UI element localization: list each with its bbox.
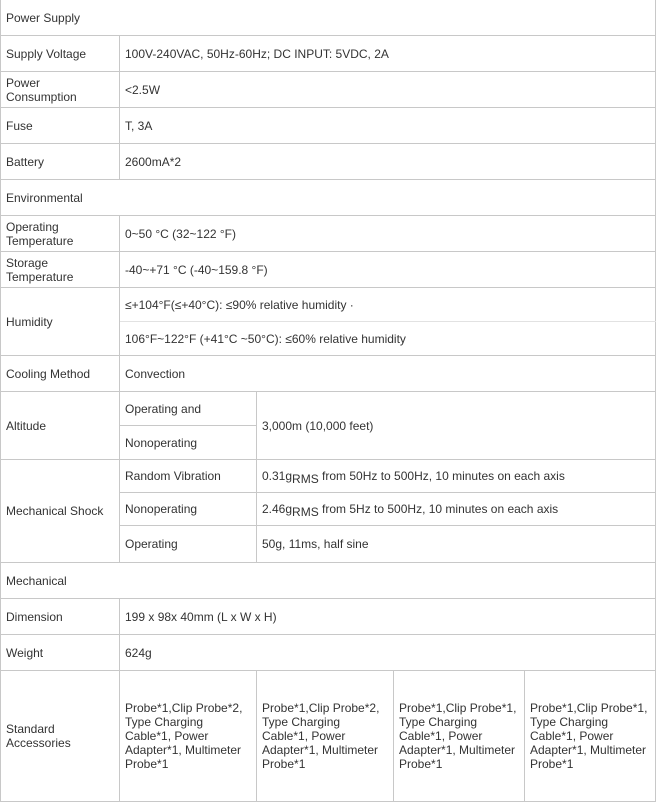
spec-row-standard-accessories xyxy=(1,671,656,802)
spec-row-altitude-1 xyxy=(1,392,656,426)
spec-row-supply-voltage xyxy=(1,36,656,72)
accessory-line: Cable*1, Power xyxy=(262,729,346,743)
accessory-line: Cable*1, Power xyxy=(530,729,614,743)
accessory-line: Cable*1, Power xyxy=(399,729,483,743)
spec-row-operating-temperature xyxy=(1,216,656,252)
accessory-line: Probe*1,Clip Probe*1, xyxy=(399,701,517,715)
label-weight: Weight xyxy=(1,635,120,671)
sub-altitude-nonoperating: Nonoperating xyxy=(120,426,257,460)
value-shock-random-vibration-post: from 50Hz to 500Hz, 10 minutes on each axis xyxy=(318,469,565,483)
label-fuse: Fuse xyxy=(1,108,120,144)
value-cooling-method: Convection xyxy=(120,356,656,392)
spec-row-battery xyxy=(1,144,656,180)
label-operating-temperature xyxy=(1,216,120,252)
section-row-mechanical xyxy=(1,563,656,599)
sub-shock-operating: Operating xyxy=(120,526,257,563)
value-shock-nonoperating xyxy=(257,493,656,526)
accessory-line: Type Charging xyxy=(399,715,478,729)
accessory-line: Probe*1 xyxy=(399,757,443,771)
spec-row-humidity-1 xyxy=(1,288,656,322)
label-battery: Battery xyxy=(1,144,120,180)
value-humidity-2: 106°F~122°F (+41°C ~50°C): ≤60% relative humidity xyxy=(120,322,656,356)
label-power-consumption-line2: Consumption xyxy=(6,89,77,104)
accessory-line: Probe*1,Clip Probe*2, xyxy=(125,701,243,715)
accessory-line: Probe*1,Clip Probe*2, xyxy=(262,701,380,715)
value-weight: 624g xyxy=(120,635,656,671)
accessory-line: Probe*1,Clip Probe*1, xyxy=(530,701,648,715)
accessories-column-1 xyxy=(120,671,257,802)
label-cooling-method: Cooling Method xyxy=(1,356,120,392)
label-operating-temperature-line2: Temperature xyxy=(6,233,74,248)
label-standard-accessories xyxy=(1,671,120,802)
accessory-line: Probe*1 xyxy=(530,757,574,771)
sub-shock-nonoperating: Nonoperating xyxy=(120,493,257,526)
spec-row-fuse xyxy=(1,108,656,144)
accessory-line: Adapter*1, Multimeter xyxy=(530,743,647,757)
spec-row-shock-random-vibration xyxy=(1,460,656,493)
accessory-line: Adapter*1, Multimeter xyxy=(399,743,516,757)
label-storage-temperature-line1: Storage xyxy=(6,255,49,270)
accessories-column-4 xyxy=(525,671,656,802)
accessory-line: Probe*1 xyxy=(262,757,306,771)
value-humidity-1: ≤+104°F(≤+40°C): ≤90% relative humidity · xyxy=(120,288,656,322)
accessory-line: Adapter*1, Multimeter xyxy=(262,743,379,757)
accessory-line: Probe*1 xyxy=(125,757,169,771)
sub-altitude-operating: Operating and xyxy=(120,392,257,426)
value-shock-operating: 50g, 11ms, half sine xyxy=(257,526,656,563)
spec-row-cooling-method xyxy=(1,356,656,392)
value-shock-nonoperating-post: from 5Hz to 500Hz, 10 minutes on each axis xyxy=(318,502,559,516)
accessories-column-3 xyxy=(394,671,525,802)
label-humidity: Humidity xyxy=(1,288,120,356)
label-storage-temperature-line2: Temperature xyxy=(6,269,74,284)
label-storage-temperature xyxy=(1,252,120,288)
section-header-power-supply: Power Supply xyxy=(1,0,656,36)
value-dimension: 199 x 98x 40mm (L x W x H) xyxy=(120,599,656,635)
spec-row-power-consumption xyxy=(1,72,656,108)
label-supply-voltage: Supply Voltage xyxy=(1,36,120,72)
accessory-line: Type Charging xyxy=(530,715,609,729)
label-power-consumption-line1: Power xyxy=(6,75,41,90)
value-altitude: 3,000m (10,000 feet) xyxy=(257,392,656,460)
value-shock-nonoperating-pre: 2.46g xyxy=(262,502,293,516)
section-row-power-supply xyxy=(1,0,656,36)
value-shock-random-vibration xyxy=(257,460,656,493)
accessory-line: Cable*1, Power xyxy=(125,729,209,743)
accessory-line: Type Charging xyxy=(125,715,204,729)
value-shock-random-vibration-pre: 0.31g xyxy=(262,469,293,483)
label-power-consumption xyxy=(1,72,120,108)
accessories-column-2 xyxy=(257,671,394,802)
label-standard-accessories-line1: Standard xyxy=(6,722,55,736)
label-mechanical-shock: Mechanical Shock xyxy=(1,460,120,563)
value-shock-nonoperating-unit: RMS xyxy=(292,505,319,519)
value-battery: 2600mA*2 xyxy=(120,144,656,180)
accessory-line: Adapter*1, Multimeter xyxy=(125,743,242,757)
label-altitude: Altitude xyxy=(1,392,120,460)
spec-row-storage-temperature xyxy=(1,252,656,288)
section-header-mechanical: Mechanical xyxy=(1,563,656,599)
value-power-consumption: <2.5W xyxy=(120,72,656,108)
label-dimension: Dimension xyxy=(1,599,120,635)
value-storage-temperature: -40~+71 °C (-40~159.8 °F) xyxy=(120,252,656,288)
section-row-environmental xyxy=(1,180,656,216)
spec-row-weight xyxy=(1,635,656,671)
value-operating-temperature: 0~50 °C (32~122 °F) xyxy=(120,216,656,252)
value-shock-random-vibration-unit: RMS xyxy=(292,472,319,486)
accessory-line: Type Charging xyxy=(262,715,341,729)
value-fuse: T, 3A xyxy=(120,108,656,144)
value-supply-voltage: 100V-240VAC, 50Hz-60Hz; DC INPUT: 5VDC, 2A xyxy=(120,36,656,72)
label-operating-temperature-line1: Operating xyxy=(6,219,59,234)
section-header-environmental: Environmental xyxy=(1,180,656,216)
label-standard-accessories-line2: Accessories xyxy=(6,736,71,750)
spec-row-dimension xyxy=(1,599,656,635)
sub-shock-random-vibration: Random Vibration xyxy=(120,460,257,493)
